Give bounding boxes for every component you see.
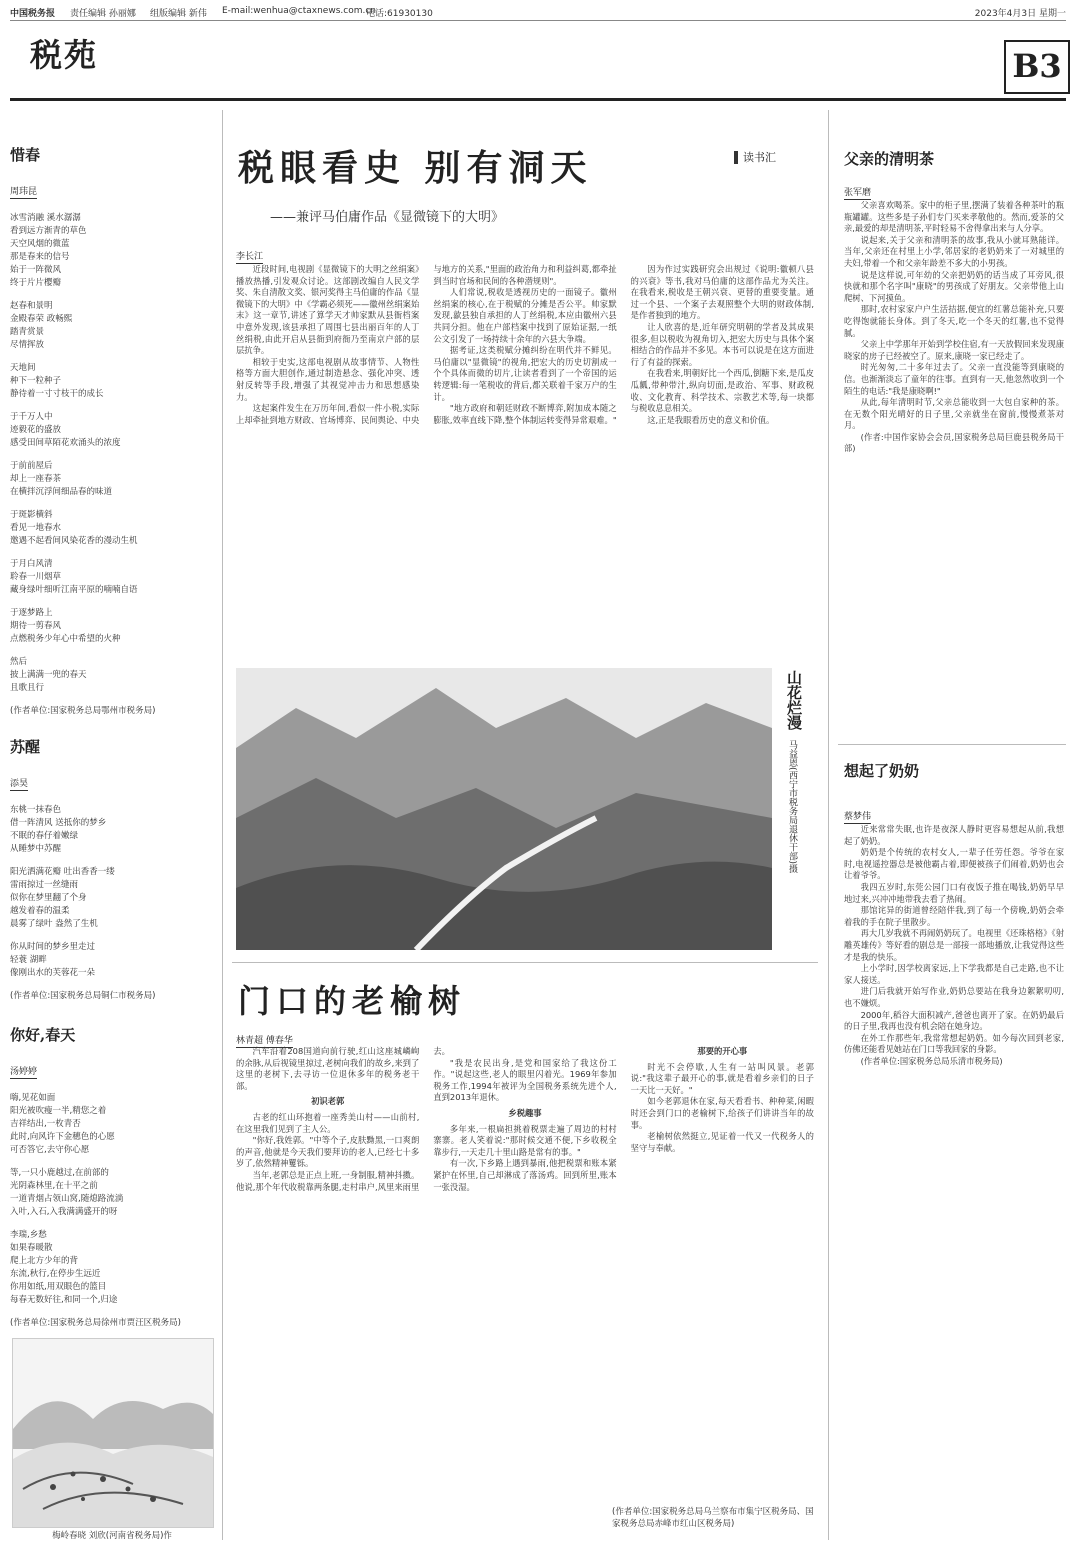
poem-line: 此时,向风许下金穗色的心愿 bbox=[10, 1132, 115, 1142]
body-paragraph: 进门后我就开始写作业,奶奶总要站在我身边絮絮叨叨,也不嫌烦。 bbox=[844, 986, 1064, 1008]
poem-line: 轻蓑 湖畔 bbox=[10, 955, 47, 965]
body-paragraph: 上小学时,因学校离家远,上下学我都是自己走路,也不让家人接送。 bbox=[844, 963, 1064, 985]
body-paragraph: 在外工作那些年,我常常想起奶奶。如今每次回到老家,仿佛还能看见她站在门口等我回家的身影。 bbox=[844, 1032, 1064, 1055]
poem-line: 从睡梦中苏醒 bbox=[10, 844, 62, 854]
poem-stanza bbox=[10, 804, 215, 856]
poem-line: 阳光被吹瘦一半,精您之着 bbox=[10, 1106, 107, 1116]
poem-line: 于千万人中 bbox=[10, 412, 53, 422]
poem-spring bbox=[10, 144, 215, 717]
poem-line: 你用如纸,用双眼色的篮目 bbox=[10, 1282, 107, 1292]
poem-line: 感受田间草陌花欢涌头的浓度 bbox=[10, 438, 121, 448]
body-paragraph: 据考证,这类税赋分摊纠纷在明代并不鲜见。马伯庸以"显微镜"的视角,把宏大的历史切割成一个个具体而微的切片,让读者看到了一个帝国的运转逻辑:每一笔税收的背后,都关联着千家万户的生计。 bbox=[433, 345, 617, 402]
body-paragraph: 时光匆匆,二十多年过去了。父亲一直没能等到康晓的信。也渐渐淡忘了童年的往事。直到有一天,他忽然收到一个陌生的电话:"我是康晓啊!" bbox=[844, 362, 1064, 396]
body-paragraph: 古老的红山环抱着一座秀美山村——山前村,在这里我们见到了主人公。 bbox=[236, 1111, 420, 1134]
poem-stanza bbox=[10, 941, 215, 980]
poem-stanza bbox=[10, 509, 215, 548]
top-rule bbox=[10, 98, 1066, 101]
poem-line: 可否答它,去守你心愿 bbox=[10, 1145, 90, 1155]
body-paragraph: 这,正是我眼看历史的意义和价值。 bbox=[647, 414, 775, 425]
poem-line: 等,一只小鹿越过,在前部的 bbox=[10, 1168, 109, 1178]
poem-line: 静待着一寸寸枝干的成长 bbox=[10, 389, 104, 399]
column-separator bbox=[828, 110, 829, 1540]
poem-line: 你从时间的梦乡里走过 bbox=[10, 942, 96, 952]
poem-stanza bbox=[10, 300, 215, 352]
poem-stanza bbox=[10, 460, 215, 499]
poem-line: 金殿春荣 政畅熙 bbox=[10, 314, 73, 324]
poem-line: 且歌且行 bbox=[10, 683, 45, 693]
body-paragraph: 在我看来,明朝好比一个西瓜,倒糖下来,是瓜皮瓜瓤,带种带汁,纵向切面,是政治、军事、财政税收、文化教育、科学技术、宗教艺术等,每一块都与税收息息相关。 bbox=[630, 368, 814, 414]
father-tea-title: 父亲的清明茶 bbox=[844, 150, 935, 168]
body-paragraph: 说起来,关于父亲和清明茶的故事,我从小就耳熟能详。当年,父亲还在村里上小学,邻居家的老奶奶来了一对城里的夫妇,带着一个和父亲年龄差不多大的小男孩。 bbox=[844, 234, 1064, 268]
body-paragraph: 相较于史实,这部电视剧从故事情节、人物性格等方面大胆创作,通过制造悬念、强化冲突、透射反转等手段,增强了其视觉冲击力和思想感染力。 bbox=[236, 356, 420, 402]
poem-line: 李瑞,乡愁 bbox=[10, 1230, 47, 1240]
body-paragraph: 那馆诧异的街道曾经陪伴我,到了每一个傍晚,奶奶会牵着我的手在院子里散步。 bbox=[844, 905, 1064, 927]
landscape-photo bbox=[236, 668, 772, 950]
body-paragraph: 奶奶是个传统的农村女人,一辈子任劳任怨。爷爷在家时,电视遥控器总是被他霸占着,即便被孩子们闹着,奶奶也会让着爷爷。 bbox=[844, 847, 1064, 881]
body-paragraph: 那时,农村家家户户生活拮据,便宜的红薯总能补充,只要吃得饱就能长身体。到了冬天,吃一个冬天的红薯,也不觉得腻。 bbox=[844, 304, 1064, 338]
mountain-valley-photo bbox=[236, 668, 772, 950]
poem-author: 添昊 bbox=[10, 779, 29, 789]
poem-title: 惜春 bbox=[10, 146, 41, 164]
article-headline: 税眼看史 别有洞天 bbox=[238, 147, 593, 189]
body-paragraph: 人们常说,税收是透视历史的一面镜子。徽州丝绢案的核心,在于税赋的分摊是否公平。帅家默发现,歙县独自承担的人丁丝绢税,本应由徽州六县共同分担。他在户部档案中找到了原始证据,一纸公文引发了一场持续十余年的六县大争端。 bbox=[433, 287, 617, 344]
poem-author: 汤婷婷 bbox=[10, 1067, 38, 1077]
poem-awaken bbox=[10, 736, 215, 1002]
poem-body bbox=[10, 212, 215, 695]
horizontal-separator bbox=[838, 744, 1066, 745]
page-header bbox=[10, 4, 1066, 21]
body-paragraph: 说是这样说,可年幼的父亲把奶奶的话当成了耳旁风,很快就和那个名字叫"康晓"的男孩成了好朋友。父亲带他上山爬树、下河摸鱼。 bbox=[844, 269, 1064, 303]
poem-line: 那是春来的信号 bbox=[10, 252, 70, 262]
poem-line: 东流,秋行,在停步生远近 bbox=[10, 1269, 101, 1279]
grandma-author: 蔡梦伟 bbox=[844, 812, 872, 822]
poem-line: 阳光洒满花瓣 吐出香香一缕 bbox=[10, 867, 115, 877]
body-paragraph: (作者单位:国家税务总局乐清市税务局) bbox=[860, 1055, 1003, 1066]
poem-line: 像刚出水的芙蓉花一朵 bbox=[10, 968, 96, 978]
column-separator bbox=[222, 110, 223, 1540]
poem-body bbox=[10, 1092, 215, 1307]
body-paragraph: "地方政府和朝廷财政不断博弈,附加成本随之膨胀,效率直线下降,整个体制运转变得异常艰难。" bbox=[433, 403, 617, 425]
poem-line: 然后 bbox=[10, 657, 28, 667]
body-paragraph: 如今老郭退休在家,每天看看书、种种菜,闲暇时还会到门口的老榆树下,给孩子们讲讲当年的故事。 bbox=[630, 1096, 814, 1130]
poem-stanza bbox=[10, 558, 215, 597]
poem-line: 光阴森林里,在十平之前 bbox=[10, 1181, 98, 1191]
poem-line: 天地间 bbox=[10, 363, 36, 373]
poem-line: 入叶,入石,入我满满盛开的呀 bbox=[10, 1207, 118, 1217]
poem-stanza bbox=[10, 1229, 215, 1307]
poem-line: 每春无数好往,和同一个,归途 bbox=[10, 1295, 118, 1305]
poem-line: 一道青烟占领山窝,随熄路流淌 bbox=[10, 1194, 124, 1204]
body-paragraph: 让人欣喜的是,近年研究明朝的学者及其成果很多,但以税收为视角切入,把宏大历史与具体个案相结合的作品并不多见。本书可以说是在这方面进行了有益的探索。 bbox=[630, 321, 814, 367]
poem-title: 苏醒 bbox=[10, 738, 41, 756]
poem-stanza bbox=[10, 1167, 215, 1219]
poem-body bbox=[10, 804, 215, 980]
tag-label: 读书汇 bbox=[734, 151, 776, 164]
poem-hello-spring bbox=[10, 1024, 215, 1329]
poem-line: 披上满满一兜的春天 bbox=[10, 670, 87, 680]
poem-byline: (作者单位:国家税务总局徐州市贾汪区税务局) bbox=[10, 1318, 181, 1328]
photo-title: 山花烂漫 bbox=[785, 670, 803, 730]
poem-line: 越发着春的温柔 bbox=[10, 906, 70, 916]
article-subheadline: ——兼评马伯庸作品《显微镜下的大明》 bbox=[270, 210, 505, 225]
poem-line: 借一阵清风 送抵你的梦乡 bbox=[10, 818, 107, 828]
poem-stanza bbox=[10, 212, 215, 290]
body-paragraph: 当年,老郭总是正点上班,一身制服,精神抖擞。他说,那个年代收税靠两条腿,走村串户,风里来雨里去。 bbox=[236, 1046, 450, 1192]
poem-line: 于前前屋后 bbox=[10, 461, 53, 471]
body-paragraph: 父亲上中学那年开始到学校住宿,有一天放假回来发现康晓家的房子已经被空了。原来,康晓一家已经走了。 bbox=[844, 339, 1064, 361]
poem-stanza bbox=[10, 866, 215, 931]
body-paragraph: 2000年,稻谷大面积减产,爸爸也离开了家。在奶奶最后的日子里,我再也没有机会陪在她身边。 bbox=[844, 1009, 1064, 1032]
email: E-mail:wenhua@ctaxnews.com.cn bbox=[222, 6, 376, 16]
poem-line: 雷雨掠过一丝缝雨 bbox=[10, 880, 79, 890]
body-paragraph: 近段时间,电视剧《显微镜下的大明之丝绢案》播放热播,引发观众讨论。这部剧改编自人民文学奖、朱自清散文奖、银河奖得主马伯庸的作品《显微镜下的大明》中《学霸必须死——徽州丝绢案始末》这一章节,讲述了算学天才帅家默从县衙档案中意外发现,该县承担了周围七县出丽百年的人丁丝绢税,由此开启从县衙到府衙乃至南京户部的层层抗争。 bbox=[236, 264, 420, 356]
section-subhead: 初识老郭 bbox=[311, 1096, 345, 1107]
body-paragraph: "你好,我姓郭。"中等个子,皮肤黝黑,一口爽朗的声音,他就是今天我们要拜访的老人,已经七十多岁了,依然精神矍铄。 bbox=[236, 1135, 420, 1169]
poem-line: 似你在梦里翻了个身 bbox=[10, 893, 87, 903]
body-paragraph: 老榆树依然挺立,见证着一代又一代税务人的坚守与奉献。 bbox=[630, 1131, 814, 1153]
poem-line: 尽情挥放 bbox=[10, 340, 45, 350]
poem-line: 于逐梦路上 bbox=[10, 608, 53, 618]
poem-line: 爬上北方少年的背 bbox=[10, 1256, 79, 1266]
ink-painting bbox=[12, 1338, 214, 1528]
poem-line: 于斑影横斜 bbox=[10, 510, 53, 520]
poem-line: 在横拌沉浮间细品春的味道 bbox=[10, 487, 113, 497]
column-tag bbox=[734, 146, 776, 165]
plum-blossom-painting bbox=[13, 1339, 213, 1527]
body-paragraph: 这起案件发生在万历年间,看似一件小税,实际上却牵扯到地方财政、官场博弈、民间舆论、中央与地方的关系,"里面的政治角力和利益纠葛,都牵扯到当时官场和民间的各种潜规则"。 bbox=[236, 264, 617, 425]
painting-caption: 梅岭春晓 刘欣(河南省税务局)作 bbox=[52, 1531, 172, 1541]
section-subhead: 乡税趣事 bbox=[508, 1107, 542, 1118]
body-paragraph: 时光不会停歇,人生有一站叫风景。老郭说:"我这辈子最开心的事,就是看着乡亲们的日子一天比一天好。" bbox=[630, 1061, 814, 1095]
body-paragraph: 因为作过实践研究会出规过《说明:徽顿八县的兴衰》等书,我对马伯庸的这部作品尤为关注。在我看来,税收是王朝兴衰、更替的重要变量。通过一个县、一个案子去观照整个大明的财政体制,是作者独到的地方。 bbox=[630, 264, 814, 321]
section-subhead: 那要的开心事 bbox=[697, 1046, 748, 1056]
poem-title: 你好,春天 bbox=[10, 1026, 76, 1044]
elm-byline: (作者单位:国家税务总局乌兰察布市集宁区税务局、国家税务总局赤峰市红山区税务局) bbox=[612, 1507, 814, 1529]
grandma-title: 想起了奶奶 bbox=[844, 762, 920, 780]
father-tea-author: 张军磨 bbox=[844, 188, 872, 198]
section-title: 税苑 bbox=[30, 36, 99, 74]
body-paragraph: "我是农民出身,是党和国家给了我这份工作。"说起这些,老人的眼里闪着光。1969年参加税务工作,1994年被评为全国税务系统先进个人,直到2013年退休。 bbox=[433, 1057, 617, 1103]
article-author: 李长江 bbox=[236, 252, 264, 262]
poem-line: 种下一粒种子 bbox=[10, 376, 62, 386]
poem-stanza bbox=[10, 1092, 215, 1157]
poem-line: 期待一剪春风 bbox=[10, 621, 62, 631]
poem-stanza bbox=[10, 362, 215, 401]
poem-line: 看见一地春水 bbox=[10, 523, 62, 533]
paper-name: 中国税务报 bbox=[10, 9, 56, 19]
body-paragraph: 再大几岁我就不再闹奶奶玩了。电视里《还珠格格》《射雕英雄传》等好看的剧总是一部接一部地播放,让我觉得这些才是我的快乐。 bbox=[844, 928, 1064, 962]
issue-date: 2023年4月3日 星期一 bbox=[974, 9, 1066, 19]
editor-credit: 责任编辑 孙丽娜 bbox=[70, 9, 136, 19]
poem-stanza bbox=[10, 411, 215, 450]
phone: 电话:61930130 bbox=[366, 9, 433, 19]
body-paragraph: (作者:中国作家协会会员,国家税务总局巨鹿县税务局干部) bbox=[844, 431, 1064, 454]
poem-line: 不眠的春仔着嫩绿 bbox=[10, 831, 79, 841]
page-code: B3 bbox=[1004, 40, 1070, 94]
poem-line: 终于片片樱瓣 bbox=[10, 278, 62, 288]
poem-stanza bbox=[10, 607, 215, 646]
elm-body bbox=[236, 1046, 814, 1504]
poem-line: 看到远方渐青的草色 bbox=[10, 226, 87, 236]
elm-author: 林青超 傅春华 bbox=[236, 1036, 293, 1046]
poem-line: 嗨,见花如面 bbox=[10, 1093, 56, 1103]
body-paragraph: 父亲喜欢喝茶。家中的柜子里,摆满了装着各种茶叶的瓶瓶罐罐。这些多是子孙们专门买来孝敬他的。然而,爱茶的父亲,最爱的却是清明茶,平时轻易不舍得拿出来与人分享。 bbox=[844, 200, 1064, 234]
body-paragraph: 汽车沿着208国道向前行驶,红山这座城嶙峋的余脉,从后视镜里掠过,老树向我们的故乡,来到了这里的老树下,去寻访一位退休多年的税务老干部。 bbox=[236, 1046, 420, 1091]
poem-line: 冰雪消融 溪水潺潺 bbox=[10, 213, 81, 223]
elm-headline: 门口的老榆树 bbox=[238, 982, 467, 1020]
poem-line: 赵春和景明 bbox=[10, 301, 53, 311]
poem-line: 踏青赏景 bbox=[10, 327, 45, 337]
poem-line: 晨雾了绿叶 盎然了生机 bbox=[10, 919, 98, 929]
body-paragraph: 从此,每年清明时节,父亲总能收到一大包自家种的茶。在无数个阳光晴好的日子里,父亲就坐在窗前,慢慢煮茶对月。 bbox=[844, 397, 1064, 431]
poem-line: 吉祥结出,一枚青否 bbox=[10, 1119, 81, 1129]
poem-line: 藏身绿叶细听江南平原的喃喃自语 bbox=[10, 585, 138, 595]
poem-line: 聆春一川烟草 bbox=[10, 572, 62, 582]
poem-line: 天空风烟的微蓝 bbox=[10, 239, 70, 249]
grandma-body bbox=[844, 824, 1064, 1540]
poem-stanza bbox=[10, 656, 215, 695]
poem-line: 邀遇不起看间风染花香的漫动生机 bbox=[10, 536, 138, 546]
horizontal-separator bbox=[232, 962, 818, 963]
body-paragraph: 我四五岁时,东莞公园门口有夜饭子推在喝钱,奶奶早早地过来,兴冲冲地带我去看了热闹。 bbox=[844, 881, 1064, 904]
photo-credit: 马益恩(西宁市税务局退休干部)摄 bbox=[787, 740, 797, 874]
article-body bbox=[236, 264, 814, 656]
poem-line: 却上一座春茶 bbox=[10, 474, 62, 484]
poem-byline: (作者单位:国家税务总局鄂州市税务局) bbox=[10, 706, 156, 716]
poem-line: 点燃税务少年心中希望的火种 bbox=[10, 634, 121, 644]
poem-line: 迹毅花的盛放 bbox=[10, 425, 62, 435]
layout-credit: 组版编辑 新伟 bbox=[150, 9, 207, 19]
poem-byline: (作者单位:国家税务总局铜仁市税务局) bbox=[10, 991, 156, 1001]
poem-line: 东桃一抹春色 bbox=[10, 805, 62, 815]
body-paragraph: 多年来,一根扁担挑着税票走遍了周边的村村寨寨。老人笑着说:"那时候交通不便,下乡收税全靠步行,一天走几十里山路是常有的事。" bbox=[433, 1123, 617, 1157]
body-paragraph: 有一次,下乡路上遇到暴雨,他把税票和账本紧紧护在怀里,自己却淋成了落汤鸡。回到所里,账本一张没湿。 bbox=[433, 1158, 617, 1192]
body-paragraph: 近来常常失眠,也许是夜深人静时更容易想起从前,我想起了奶奶。 bbox=[844, 824, 1064, 846]
poem-line: 如果春暖散 bbox=[10, 1243, 53, 1253]
poem-author: 周玮昆 bbox=[10, 187, 38, 197]
poem-line: 始于一阵微风 bbox=[10, 265, 62, 275]
father-tea-body bbox=[844, 200, 1064, 732]
poem-line: 于月白风清 bbox=[10, 559, 53, 569]
